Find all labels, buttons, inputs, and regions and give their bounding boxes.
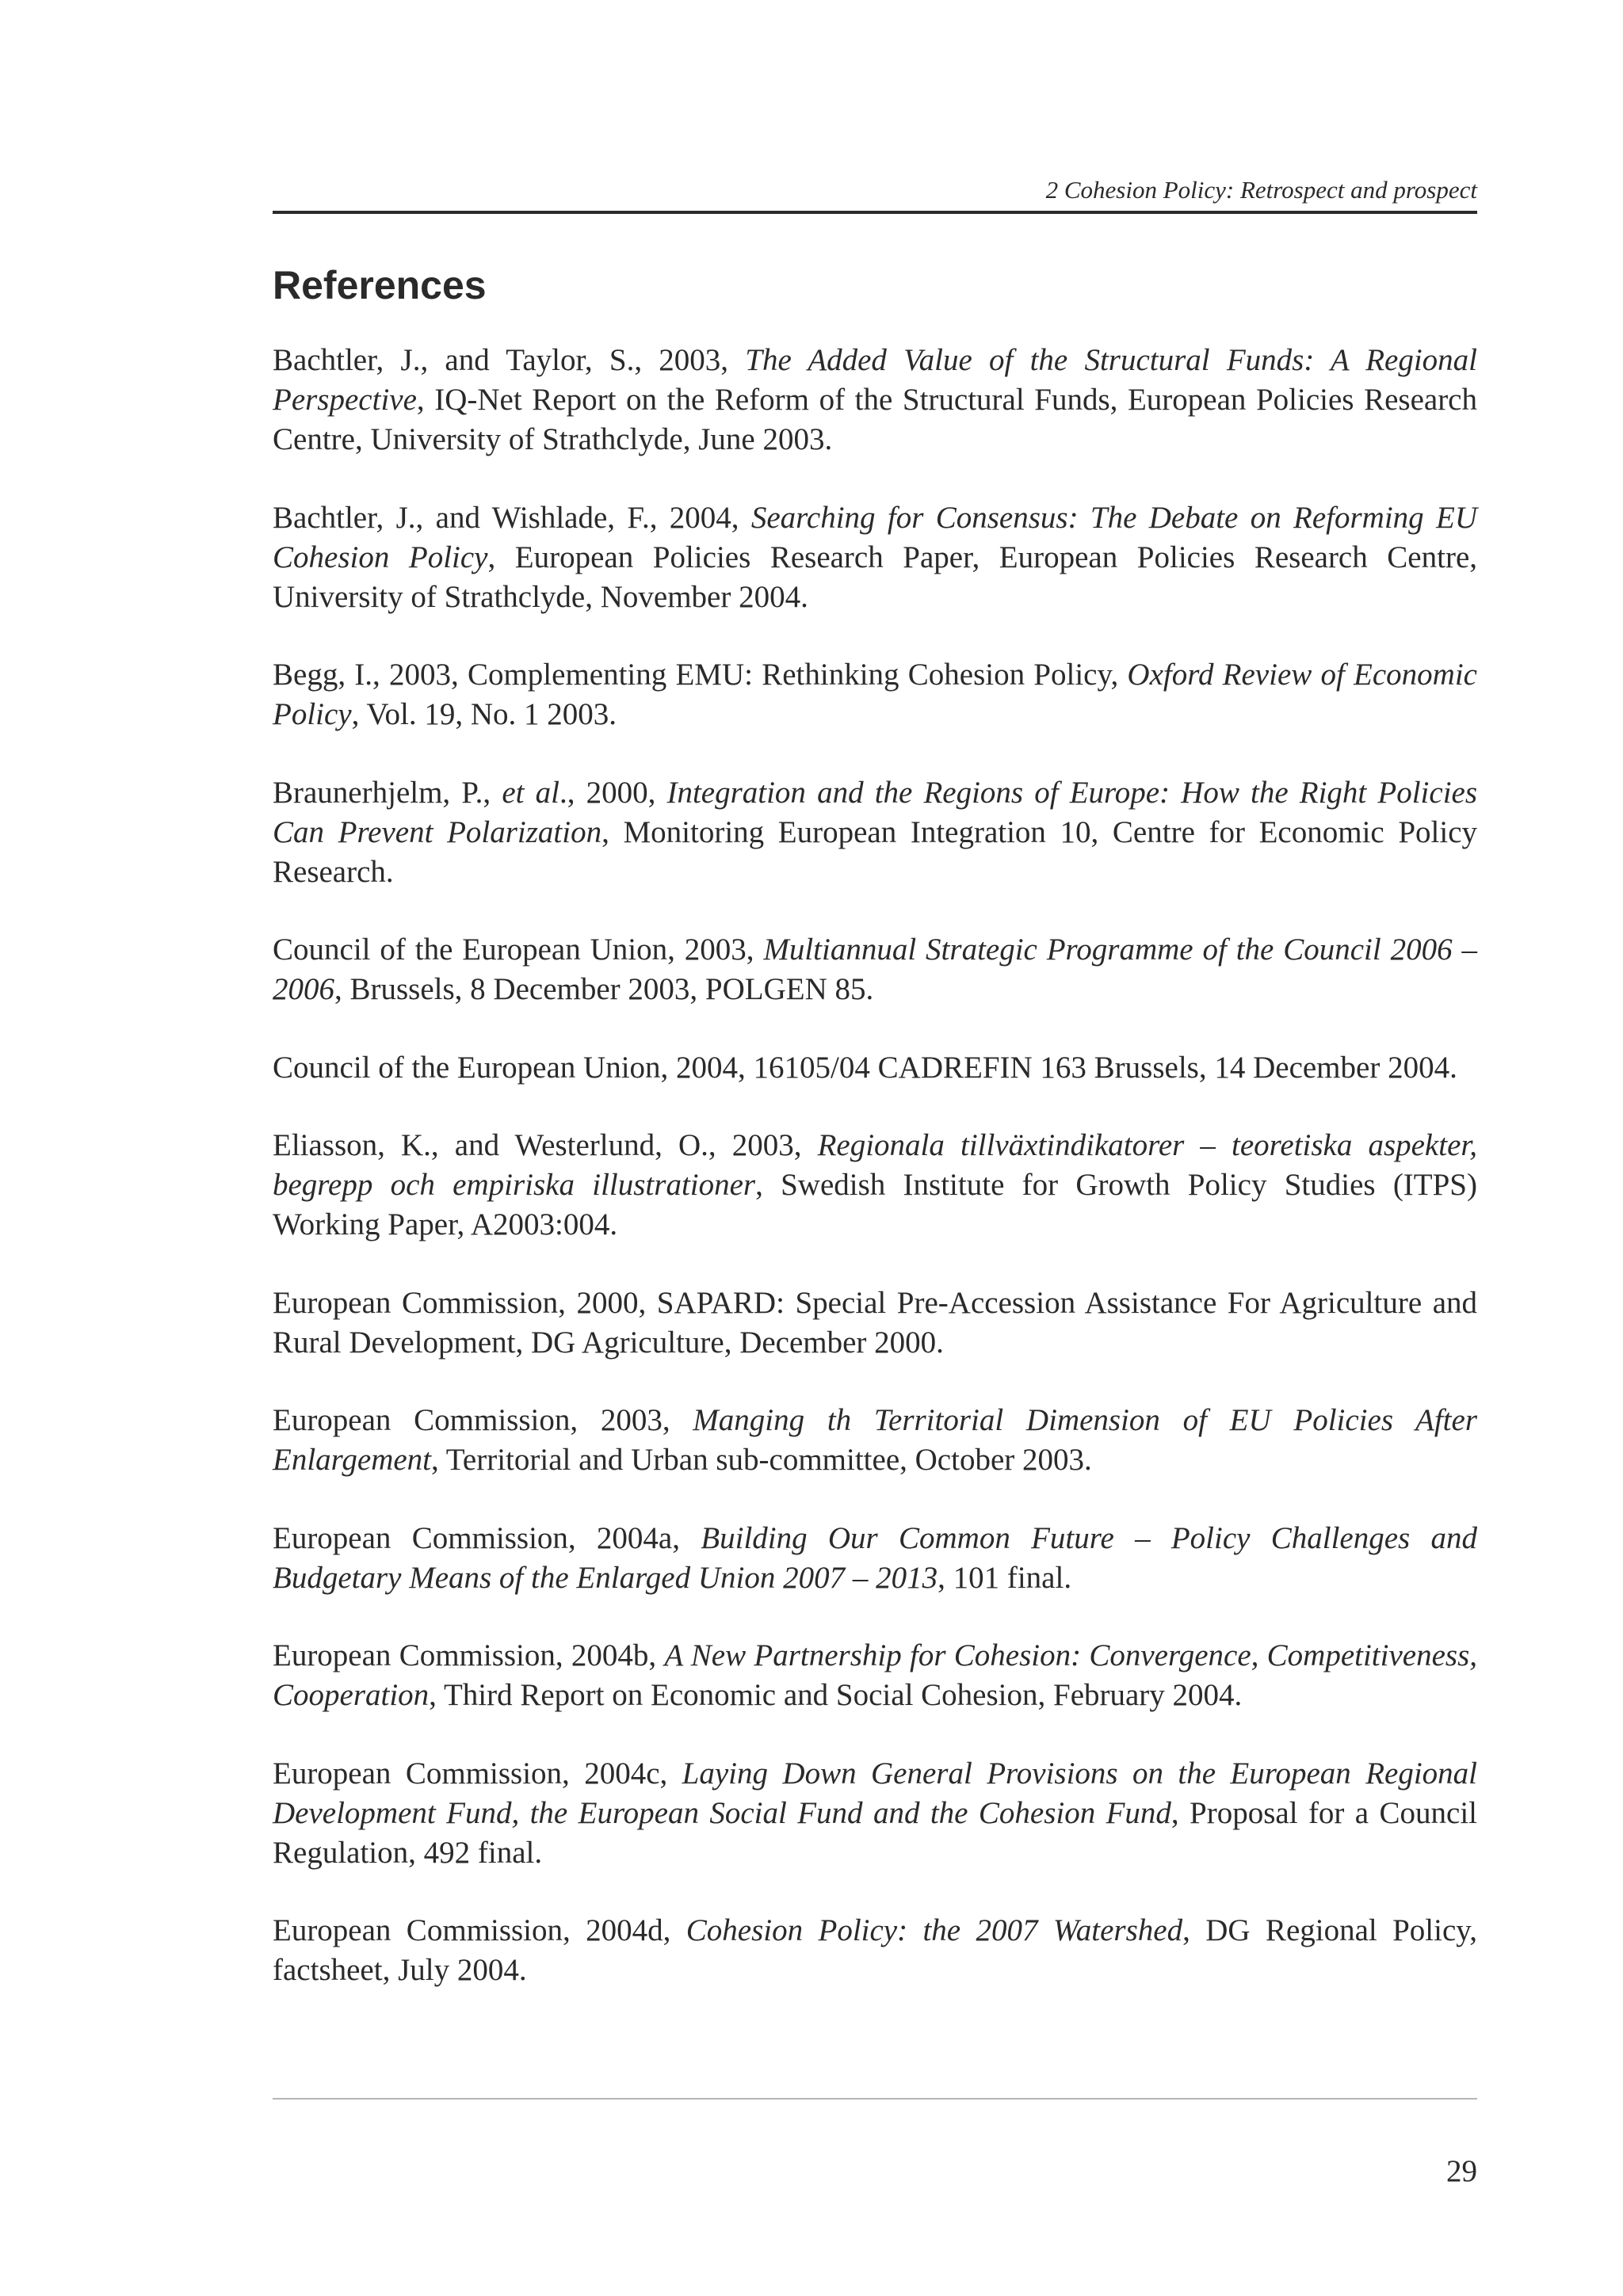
header-rule (273, 211, 1477, 214)
reference-text: European Commission, 2000, SAPARD: Special Pre-Accession Assistance For Agriculture and Rural Development, DG Agriculture, December 2000. (273, 1285, 1477, 1360)
reference-item (273, 655, 1477, 734)
reference-title: Regionala tillväxtindikatorer – teoretiska aspekter, begrepp och empiriska illustrationer (273, 1128, 1477, 1202)
reference-title: Searching for Consensus: The Debate on Reforming EU Cohesion Policy (273, 500, 1478, 574)
reference-title: et al (502, 775, 559, 810)
reference-item (273, 1048, 1477, 1088)
reference-text: Bachtler, J., and Taylor, S., 2003, (273, 343, 746, 377)
reference-text: ., 2000, (559, 775, 667, 810)
running-header: 2 Cohesion Policy: Retrospect and prospect (1045, 176, 1477, 204)
reference-title: Integration and the Regions of Europe: How the Right Policies Can Prevent Polarization (273, 775, 1478, 849)
reference-title: Multiannual Strategic Programme of the Council 2006 – 2006 (273, 933, 1477, 1006)
reference-text: Council of the European Union, 2003, (273, 933, 764, 967)
reference-text: , Swedish Institute for Growth Policy Studies (ITPS) Working Paper, A2003:004. (273, 1168, 1477, 1241)
page-number: 29 (1446, 2154, 1477, 2188)
reference-text: , Vol. 19, No. 1 2003. (351, 697, 617, 731)
reference-item (273, 1126, 1477, 1245)
reference-title: The Added Value of the Structural Funds: A Regional Perspective (273, 343, 1477, 417)
reference-list (273, 341, 1477, 1990)
reference-item (273, 498, 1477, 617)
reference-text: Braunerhjelm, P., (273, 775, 502, 810)
reference-text: , 101 final. (938, 1560, 1072, 1595)
reference-text: , IQ-Net Report on the Reform of the Structural Funds, European Policies Research Centre, University of Strathclyde, June 2003. (273, 383, 1477, 456)
reference-item (273, 1911, 1477, 1990)
footer-rule (273, 2098, 1477, 2100)
reference-item (273, 341, 1477, 460)
reference-text: European Commission, 2004b, (273, 1638, 665, 1672)
reference-text: Begg, I., 2003, Complementing EMU: Rethinking Cohesion Policy, (273, 658, 1128, 692)
reference-text: , Proposal for a Council Regulation, 492 final. (273, 1795, 1477, 1870)
reference-text: European Commission, 2004a, (273, 1520, 701, 1555)
reference-item (273, 1283, 1477, 1363)
reference-text: , Territorial and Urban sub-committee, October 2003. (431, 1443, 1092, 1477)
reference-text: Eliasson, K., and Westerlund, O., 2003, (273, 1128, 818, 1162)
reference-title: Oxford Review of Economic Policy (273, 658, 1477, 731)
reference-item (273, 1519, 1477, 1598)
reference-title: Building Our Common Future – Policy Challenges and Budgetary Means of the Enlarged Union 2007 – 2013 (273, 1520, 1478, 1595)
reference-text: , European Policies Research Paper, European Policies Research Centre, University of Strathclyde, November 2004. (273, 540, 1477, 614)
reference-text: European Commission, 2004c, (273, 1756, 682, 1791)
reference-title: A New Partnership for Cohesion: Convergence, Competitiveness, Cooperation (273, 1638, 1478, 1712)
reference-text: , Brussels, 8 December 2003, POLGEN 85. (334, 972, 874, 1006)
reference-text: , Monitoring European Integration 10, Centre for Economic Policy Research. (273, 814, 1478, 889)
reference-item (273, 773, 1477, 892)
reference-item (273, 930, 1477, 1009)
reference-text: , DG Regional Policy, factsheet, July 2004. (273, 1913, 1477, 1987)
section-title: References (273, 263, 487, 307)
reference-item (273, 1636, 1477, 1715)
reference-item (273, 1401, 1477, 1480)
reference-item (273, 1754, 1477, 1873)
reference-title: Laying Down General Provisions on the European Regional Development Fund, the European Social Fund and the Cohesion Fund (273, 1756, 1478, 1830)
reference-text: European Commission, 2004d, (273, 1913, 686, 1947)
reference-text: Bachtler, J., and Wishlade, F., 2004, (273, 500, 751, 535)
reference-title: Manging th Territorial Dimension of EU Policies After Enlargement (273, 1403, 1477, 1477)
reference-title: Cohesion Policy: the 2007 Watershed (685, 1913, 1183, 1947)
reference-text: Council of the European Union, 2004, 16105/04 CADREFIN 163 Brussels, 14 December 2004. (273, 1050, 1457, 1085)
reference-text: European Commission, 2003, (273, 1403, 693, 1437)
reference-text: , Third Report on Economic and Social Cohesion, February 2004. (429, 1678, 1243, 1712)
